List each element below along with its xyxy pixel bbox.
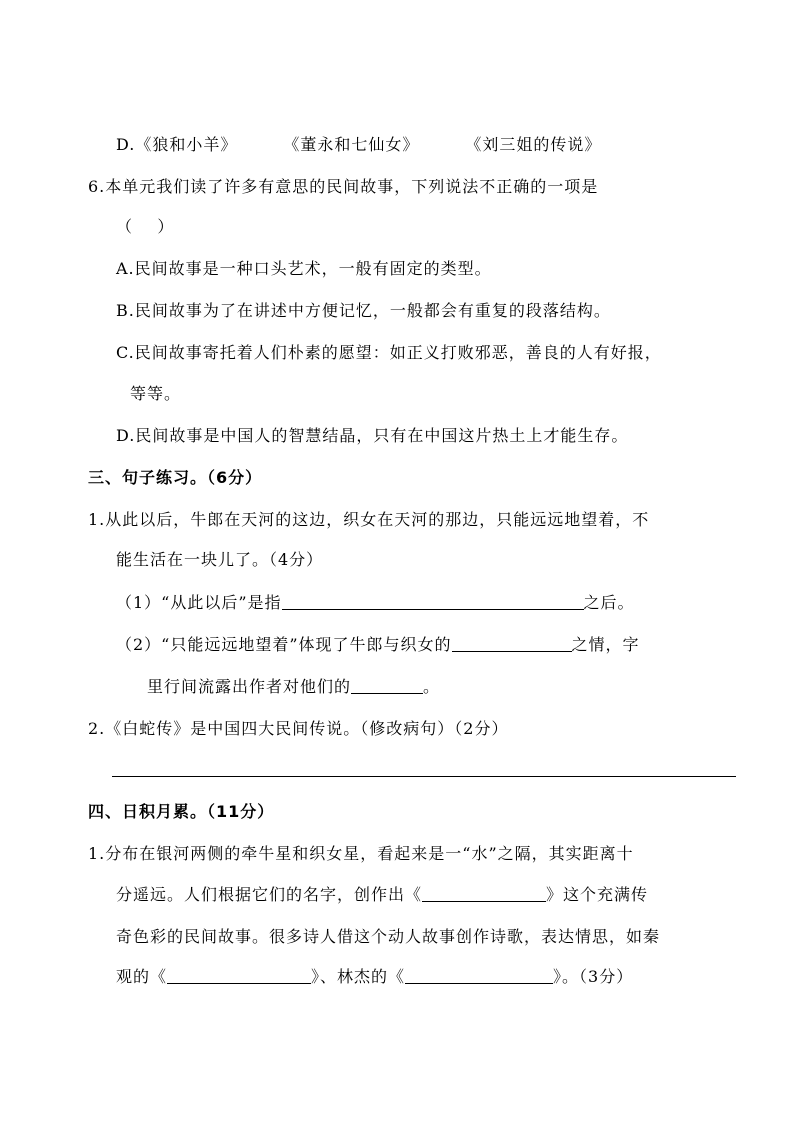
s4-q1-line3: 奇色彩的民间故事。很多诗人借这个动人故事创作诗歌，表达情思，如秦 <box>116 927 661 946</box>
s4-q1-line1: 1.分布在银河两侧的牵牛星和织女星，看起来是一“水”之隔，其实距离十 <box>88 844 634 863</box>
s3-q1-sub1-blank[interactable] <box>282 593 584 610</box>
q6-stem-line1: 6.本单元我们读了许多有意思的民间故事，下列说法不正确的一项是 <box>88 177 599 196</box>
s3-q1-line2: 能生活在一块儿了。（4分） <box>116 550 324 569</box>
q6-option-c-line2: 等等。 <box>130 384 182 403</box>
s3-q2: 2.《白蛇传》是中国四大民间传说。（修改病句）（2分） <box>88 719 509 738</box>
s3-q1-sub2-line2-suffix: 。 <box>423 677 441 696</box>
s4-q1-line4-prefix: 观的《 <box>116 967 168 986</box>
s3-q1-sub2-prefix: （2）“只能远远地望着”体现了牛郎与织女的 <box>116 635 452 654</box>
s3-q1-sub2-line2-blank[interactable] <box>351 677 423 694</box>
s3-q2-answer-line[interactable] <box>112 776 736 777</box>
s4-q1-line2 <box>116 884 648 906</box>
s3-q1-sub1-prefix: （1）“从此以后”是指 <box>116 593 282 612</box>
s3-q1-sub2-suffix: 之情，字 <box>571 635 640 654</box>
s4-q1-linjie-blank[interactable] <box>405 967 553 984</box>
q6-option-b: B.民间故事为了在讲述中方便记忆，一般都会有重复的段落结构。 <box>116 301 611 320</box>
s4-q1-line2-suffix: 》这个充满传 <box>546 885 649 904</box>
q5-option-d-item-3: 《刘三姐的传说》 <box>465 135 602 154</box>
s4-q1-qinguan-blank[interactable] <box>167 967 311 984</box>
section-4-title: 四、日积月累。（11分） <box>88 802 275 821</box>
s3-q1-sub2-blank[interactable] <box>452 635 572 652</box>
s4-q1-line4-suffix: 》。（3分） <box>553 967 634 986</box>
s4-q1-line2-prefix: 分遥远。人们根据它们的名字，创作出《 <box>116 885 423 904</box>
s3-q1-sub2-line2 <box>147 676 440 698</box>
s4-q1-title-blank[interactable] <box>422 885 546 902</box>
q6-option-d: D.民间故事是中国人的智慧结晶，只有在中国这片热土上才能生存。 <box>116 426 629 445</box>
s4-q1-line4-mid: 》、林杰的《 <box>311 967 406 986</box>
s3-q1-sub2 <box>116 634 640 656</box>
section-3-title: 三、句子练习。（6分） <box>88 468 263 487</box>
q5-option-d-item-2: 《董永和七仙女》 <box>283 135 420 154</box>
s3-q1-sub1 <box>116 592 635 614</box>
s3-q1-sub2-line2-prefix: 里行间流露出作者对他们的 <box>147 677 352 696</box>
q6-option-c-line1: C.民间故事寄托着人们朴素的愿望：如正义打败邪恶，善良的人有好报， <box>116 343 662 362</box>
q6-answer-bracket: （ ） <box>116 217 175 236</box>
s3-q1-sub1-suffix: 之后。 <box>583 593 635 612</box>
q5-option-d <box>116 134 601 156</box>
s4-q1-line4 <box>116 966 633 988</box>
s3-q1-line1: 1.从此以后，牛郎在天河的这边，织女在天河的那边，只能远远地望着，不 <box>88 510 650 529</box>
q6-option-a: A.民间故事是一种口头艺术，一般有固定的类型。 <box>116 259 492 278</box>
q5-option-d-letter: D. <box>116 135 136 154</box>
q5-option-d-item-1: 《狼和小羊》 <box>135 135 238 154</box>
